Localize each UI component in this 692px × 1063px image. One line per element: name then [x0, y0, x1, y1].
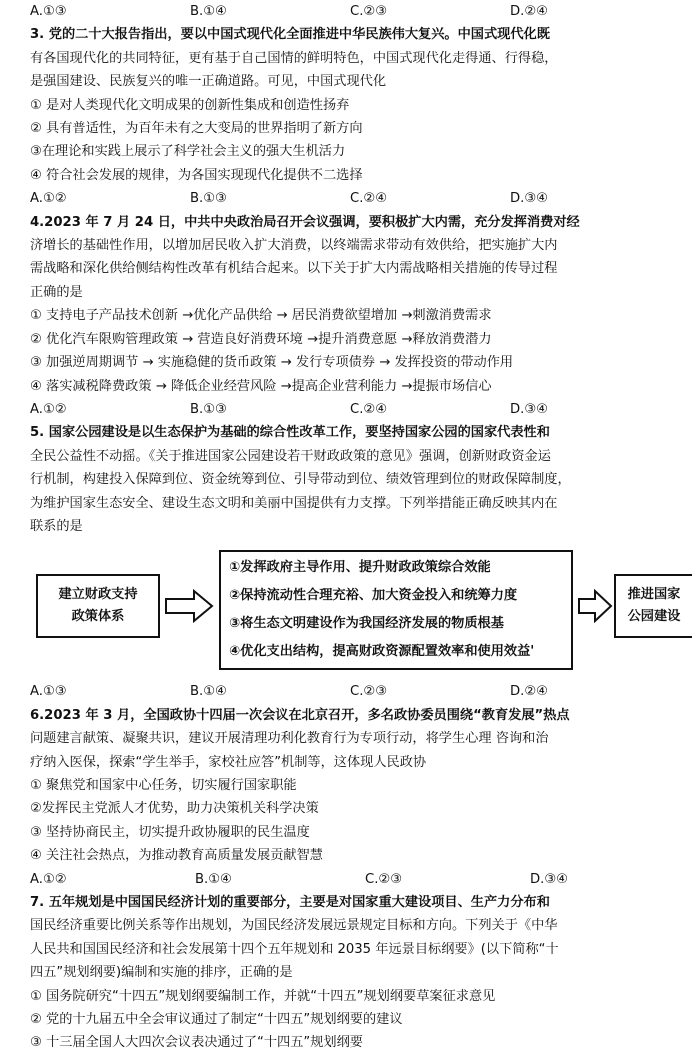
- option-b[interactable]: B.①④: [195, 871, 232, 887]
- question-stem-line: 四五”规划纲要)编制和实施的排序，正确的是: [30, 965, 293, 981]
- hollow-arrow-icon: [164, 589, 214, 623]
- statement-item: ① 国务院研究“十四五”规划纲要编制工作，并就“十四五”规划纲要草案征求意见: [30, 988, 496, 1004]
- question-stem-line: 正确的是: [30, 284, 83, 300]
- option-b[interactable]: B.①③: [190, 191, 227, 207]
- statement-item: ③ 坚持协商民主，切实提升政协履职的民生温度: [30, 824, 310, 840]
- option-c[interactable]: C.②③: [350, 4, 388, 19]
- question-5: [30, 421, 681, 703]
- option-a[interactable]: A.①②: [30, 871, 67, 887]
- option-a[interactable]: A.①③: [30, 684, 67, 700]
- question-stem-line: 5. 国家公园建设是以生态保护为基础的综合性改革工作，要坚持国家公园的国家代表性和: [30, 425, 550, 441]
- question-7: [30, 891, 678, 1055]
- statement-item: ② 党的十九届五中全会审议通过了制定“十四五”规划纲要的建议: [30, 1012, 403, 1028]
- question-6: [30, 704, 678, 891]
- q3-options: [30, 187, 678, 210]
- question-stem-line: 6.2023 年 3 月，全国政协十四届一次会议在北京召开，多名政协委员围绕“教育发展”热点: [30, 707, 570, 723]
- diagram-measure: ①发挥政府主导作用、提升财政政策综合效能: [229, 560, 491, 576]
- question-stem-line: 问题建言献策、凝聚共识，建议开展清理功利化教育行为专项行动，将学生心理 咨询和治: [30, 731, 549, 747]
- question-stem-line: 全民公益性不动摇。《关于推进国家公园建设若干财政政策的意见》强调，创新财政资金运: [30, 448, 551, 464]
- option-b[interactable]: B.①④: [190, 4, 227, 19]
- option-c[interactable]: C.②③: [350, 684, 388, 700]
- option-c[interactable]: C.②④: [350, 401, 388, 417]
- statement-item: ③ 十三届全国人大四次会议表决通过了“十四五”规划纲要: [30, 1035, 363, 1051]
- question-3: [30, 23, 678, 210]
- diagram-left-text: 建立财政支持: [58, 587, 138, 603]
- flow-diagram: [30, 542, 681, 678]
- q6-options: [30, 868, 678, 891]
- diagram-right-box: [614, 574, 692, 638]
- statement-item: ③在理论和实践上展示了科学社会主义的强大生机活力: [30, 144, 346, 160]
- statement-item: ④ 关注社会热点，为推动教育高质量发展贡献智慧: [30, 848, 323, 864]
- diagram-middle-box: [219, 550, 573, 670]
- option-c[interactable]: C.②④: [350, 191, 388, 207]
- option-a[interactable]: A.①③: [30, 4, 67, 19]
- statement-item: ② 具有普适性，为百年未有之大变局的世界指明了新方向: [30, 121, 363, 137]
- option-a[interactable]: A.①②: [30, 401, 67, 417]
- diagram-measure: ③将生态文明建设作为我国经济发展的物质根基: [229, 616, 504, 632]
- question-stem-line: 联系的是: [30, 518, 83, 534]
- question-stem-line: 人民共和国国民经济和社会发展第十四个五年规划和 2035 年远景目标纲要》(以下简称“十: [30, 941, 559, 957]
- diagram-left-box: [36, 574, 160, 638]
- question-stem-line: 是强国建设、民族复兴的唯一正确道路。可见，中国式现代化: [30, 74, 387, 90]
- question-stem-line: 7. 五年规划是中国国民经济计划的重要部分，主要是对国家重大建设项目、生产力分布和: [30, 895, 550, 910]
- question-stem-line: 4.2023 年 7 月 24 日，中共中央政治局召开会议强调，要积极扩大内需，充分发挥消费对经: [30, 214, 580, 230]
- option-d[interactable]: D.③④: [530, 871, 568, 887]
- option-a[interactable]: A.①②: [30, 191, 67, 207]
- statement-item: ② 优化汽车限购管理政策 → 营造良好消费环境 →提升消费意愿 →释放消费潜力: [30, 331, 492, 347]
- statement-item: ① 聚焦党和国家中心任务，切实履行国家职能: [30, 777, 297, 793]
- diagram-left-text: 政策体系: [71, 609, 125, 625]
- question-stem-line: 行机制，构建投入保障到位、资金统筹到位、引导带动到位、绩效管理到位的财政保障制度，: [30, 472, 571, 488]
- option-b[interactable]: B.①④: [190, 684, 227, 700]
- statement-item: ① 是对人类现代化文明成果的创新性集成和创造性扬弃: [30, 97, 350, 113]
- option-b[interactable]: B.①③: [190, 401, 227, 417]
- diagram-right-text: 推进国家: [627, 587, 681, 603]
- option-d[interactable]: D.③④: [510, 191, 548, 207]
- question-stem-line: 国民经济重要比例关系等作出规划，为国民经济发展远景规定目标和方向。下列关于《中华: [30, 918, 558, 934]
- option-d[interactable]: D.②④: [510, 684, 548, 700]
- question-4: [30, 211, 678, 422]
- question-stem-line: 疗纳入医保，探索“学生举手，家校社应答”机制等，这体现人民政协: [30, 754, 427, 770]
- statement-item: ④ 符合社会发展的规律，为各国实现现代化提供不二选择: [30, 167, 363, 183]
- question-stem-line: 3. 党的二十大报告指出，要以中国式现代化全面推进中华民族伟大复兴。中国式现代化既: [30, 27, 550, 43]
- question-stem-line: 济增长的基础性作用，以增加居民收入扩大消费，以终端需求带动有效供给，把实施扩大内: [30, 238, 558, 254]
- question-stem-line: 需战略和深化供给侧结构性改革有机结合起来。以下关于扩大内需战略相关措施的传导过程: [30, 261, 558, 277]
- option-d[interactable]: D.②④: [510, 4, 548, 19]
- statement-item: ③ 加强逆周期调节 → 实施稳健的货币政策 → 发行专项债券 → 发挥投资的带动作用: [30, 355, 514, 371]
- q5-options: [30, 680, 678, 703]
- diagram-right-text: 公园建设: [627, 609, 681, 625]
- q2-options: [30, 0, 678, 23]
- option-d[interactable]: D.③④: [510, 401, 548, 417]
- option-c[interactable]: C.②③: [365, 871, 403, 887]
- hollow-arrow-icon: [577, 589, 613, 623]
- question-stem-line: 为维护国家生态安全、建设生态文明和美丽中国提供有力支撑。下列举措能正确反映其内在: [30, 495, 558, 511]
- diagram-measure: ④优化支出结构，提高财政资源配置效率和使用效益': [229, 644, 535, 660]
- question-stem-line: 有各国现代化的共同特征，更有基于自己国情的鲜明特色，中国式现代化走得通、行得稳，: [30, 50, 558, 66]
- q4-options: [30, 398, 678, 421]
- statement-item: ②发挥民主党派人才优势，助力决策机关科学决策: [30, 801, 319, 817]
- statement-item: ④ 落实减税降费政策 → 降低企业经营风险 →提高企业营利能力 →提振市场信心: [30, 378, 492, 394]
- statement-item: ① 支持电子产品技术创新 →优化产品供给 → 居民消费欲望增加 →刺激消费需求: [30, 308, 492, 324]
- diagram-measure: ②保持流动性合理充裕、加大资金投入和统筹力度: [229, 588, 518, 604]
